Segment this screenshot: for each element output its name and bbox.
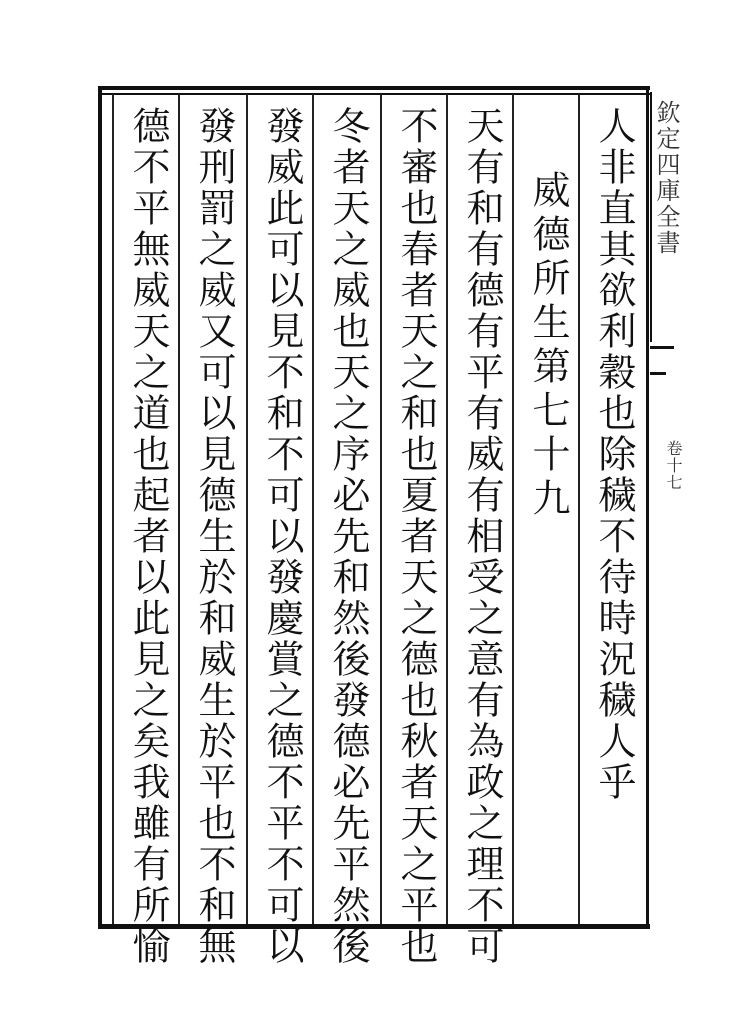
text-column-5: 冬者天之威也天之序必先和然後發德必先平然後 bbox=[326, 106, 370, 967]
column-rule bbox=[446, 94, 448, 924]
text-column-7: 發刑罰之威又可以見德生於和威生於平也不和無 bbox=[192, 106, 236, 967]
chapter-heading: 威德所生第七十九 bbox=[526, 170, 570, 522]
frame-left-border bbox=[98, 86, 102, 929]
frame-inner-border bbox=[98, 93, 650, 95]
margin-separator bbox=[650, 346, 674, 349]
column-rule bbox=[578, 94, 580, 924]
text-column-8: 德不平無威天之道也起者以此見之矣我雖有所愉 bbox=[126, 106, 170, 967]
column-rule bbox=[112, 94, 114, 924]
text-column-6: 發威此可以見不和不可以發慶賞之德不平不可以 bbox=[260, 106, 304, 967]
margin-book-title: 欽定四庫全書 bbox=[652, 100, 680, 256]
column-rule bbox=[246, 94, 248, 924]
margin-fish-tail bbox=[650, 372, 666, 375]
text-column-4: 不審也春者天之和也夏者天之德也秋者天之平也 bbox=[394, 106, 438, 967]
column-rule bbox=[512, 94, 514, 924]
frame-top-border bbox=[98, 86, 650, 90]
column-rule bbox=[178, 94, 180, 924]
text-column-1: 人非直其欲利穀也除穢不待時況穢人乎 bbox=[592, 106, 636, 803]
frame-right-border bbox=[646, 86, 649, 929]
text-column-3: 天有和有德有平有威有相受之意有為政之理不可 bbox=[460, 106, 504, 967]
margin-chapter-marker: 卷十七 bbox=[664, 440, 683, 491]
column-rule bbox=[312, 94, 314, 924]
binding-mark bbox=[78, 108, 88, 152]
column-rule bbox=[380, 94, 382, 924]
